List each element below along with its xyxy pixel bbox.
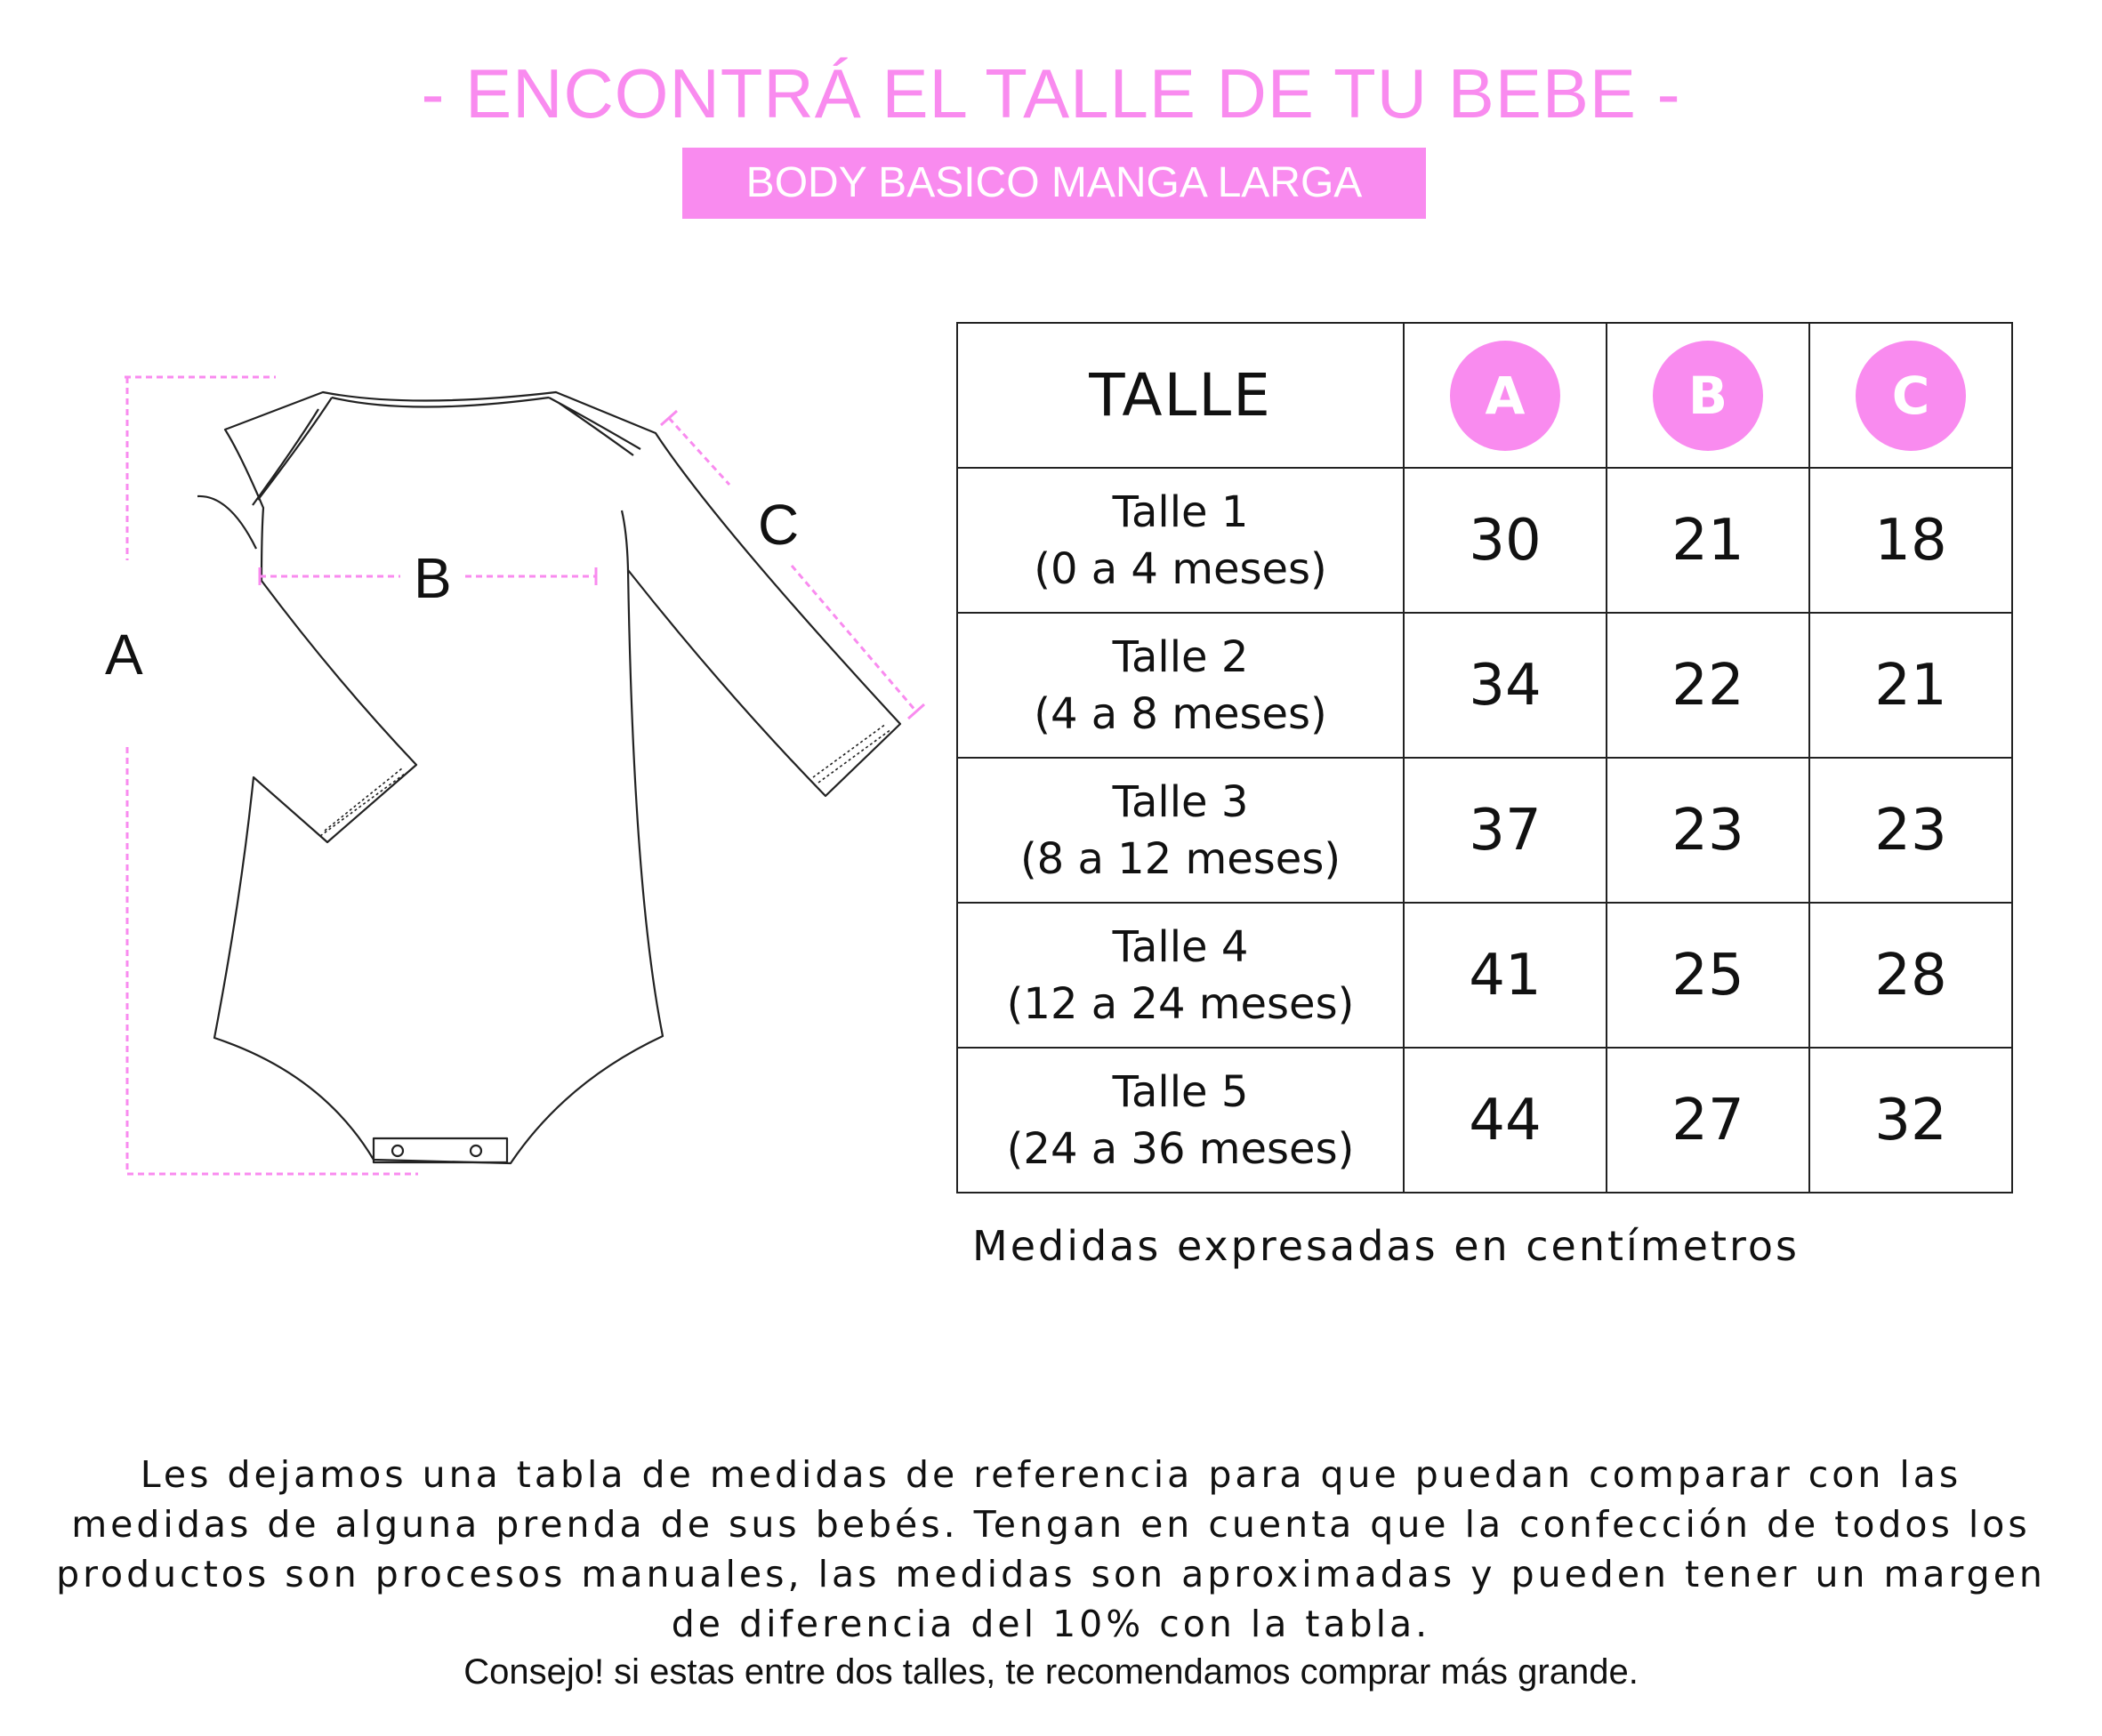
size-name-cell xyxy=(957,758,1404,903)
measure-c-cell: 23 xyxy=(1809,758,2012,903)
size-age-range: (0 a 4 meses) xyxy=(1034,543,1327,594)
bodysuit-right-cuff xyxy=(813,724,891,783)
disclaimer-line: Les dejamos una tabla de medidas de referencia para que puedan comparar con las xyxy=(140,1453,1962,1496)
table-row xyxy=(957,468,2012,613)
measure-b-cell: 23 xyxy=(1607,758,1809,903)
disclaimer-paragraph xyxy=(36,1450,2066,1649)
tip-text: Consejo! si estas entre dos talles, te recomendamos comprar más grande. xyxy=(463,1652,1639,1692)
bodysuit-collar xyxy=(253,398,640,505)
measure-b-cell: 22 xyxy=(1607,613,1809,758)
guide-c-tick-top xyxy=(661,411,677,425)
measure-label-c: C xyxy=(758,493,800,557)
size-name-cell xyxy=(957,903,1404,1048)
guide-c-top xyxy=(669,418,729,485)
measure-a-cell: 34 xyxy=(1404,613,1607,758)
measure-c-cell: 32 xyxy=(1809,1048,2012,1193)
table-row xyxy=(957,903,2012,1048)
disclaimer-line: de diferencia del 10% con la tabla. xyxy=(671,1603,1431,1645)
bodysuit-diagram xyxy=(89,356,943,1210)
column-badge-b: B xyxy=(1653,341,1763,451)
size-age-range: (24 a 36 meses) xyxy=(1006,1123,1355,1174)
measure-a-cell: 44 xyxy=(1404,1048,1607,1193)
bodysuit-left-seam xyxy=(197,496,256,549)
size-age-range: (12 a 24 meses) xyxy=(1006,978,1355,1029)
bodysuit-snap-tab xyxy=(374,1138,507,1162)
disclaimer-line: productos son procesos manuales, las medidas son aproximadas y pueden tener un margen xyxy=(56,1553,2046,1595)
measure-c-cell: 18 xyxy=(1809,468,2012,613)
size-name-cell xyxy=(957,1048,1404,1193)
measure-label-a: A xyxy=(105,623,143,687)
size-age-range: (4 a 8 meses) xyxy=(1034,688,1327,739)
measure-b-cell: 27 xyxy=(1607,1048,1809,1193)
column-badge-c: C xyxy=(1856,341,1966,451)
size-name: Talle 1 xyxy=(1112,486,1249,537)
measure-a-cell: 30 xyxy=(1404,468,1607,613)
size-table-header-c xyxy=(1809,323,2012,468)
size-name: Talle 4 xyxy=(1112,921,1249,972)
size-table xyxy=(956,322,2013,1194)
page-title: - ENCONTRÁ EL TALLE DE TU BEBE - xyxy=(421,54,1681,133)
measure-a-cell: 37 xyxy=(1404,758,1607,903)
measure-b-cell: 25 xyxy=(1607,903,1809,1048)
measure-c-cell: 28 xyxy=(1809,903,2012,1048)
size-name: Talle 2 xyxy=(1112,631,1249,682)
size-name: Talle 5 xyxy=(1112,1066,1249,1117)
size-table-header-talle: TALLE xyxy=(957,323,1404,468)
measure-label-b: B xyxy=(414,546,452,610)
table-row xyxy=(957,613,2012,758)
size-table-header-b xyxy=(1607,323,1809,468)
measure-a-cell: 41 xyxy=(1404,903,1607,1048)
size-age-range: (8 a 12 meses) xyxy=(1019,833,1341,884)
size-table-header-a xyxy=(1404,323,1607,468)
size-name: Talle 3 xyxy=(1112,776,1249,827)
table-row xyxy=(957,758,2012,903)
size-table-header-row xyxy=(957,323,2012,468)
guide-c-bottom xyxy=(792,566,916,711)
size-name-cell xyxy=(957,468,1404,613)
disclaimer-line: medidas de alguna prenda de sus bebés. Tengan en cuenta que la confección de todos los xyxy=(71,1503,2031,1546)
measure-c-cell: 21 xyxy=(1809,613,2012,758)
units-note: Medidas expresadas en centímetros xyxy=(972,1222,1800,1270)
size-name-cell xyxy=(957,613,1404,758)
measure-b-cell: 21 xyxy=(1607,468,1809,613)
column-badge-a: A xyxy=(1450,341,1560,451)
bodysuit-snap-right xyxy=(471,1145,481,1156)
table-row xyxy=(957,1048,2012,1193)
bodysuit-left-cuff xyxy=(320,768,405,836)
bodysuit-snap-left xyxy=(392,1145,403,1156)
bodysuit-right-seam xyxy=(622,510,628,570)
product-subtitle-banner: BODY BASICO MANGA LARGA xyxy=(682,148,1426,219)
